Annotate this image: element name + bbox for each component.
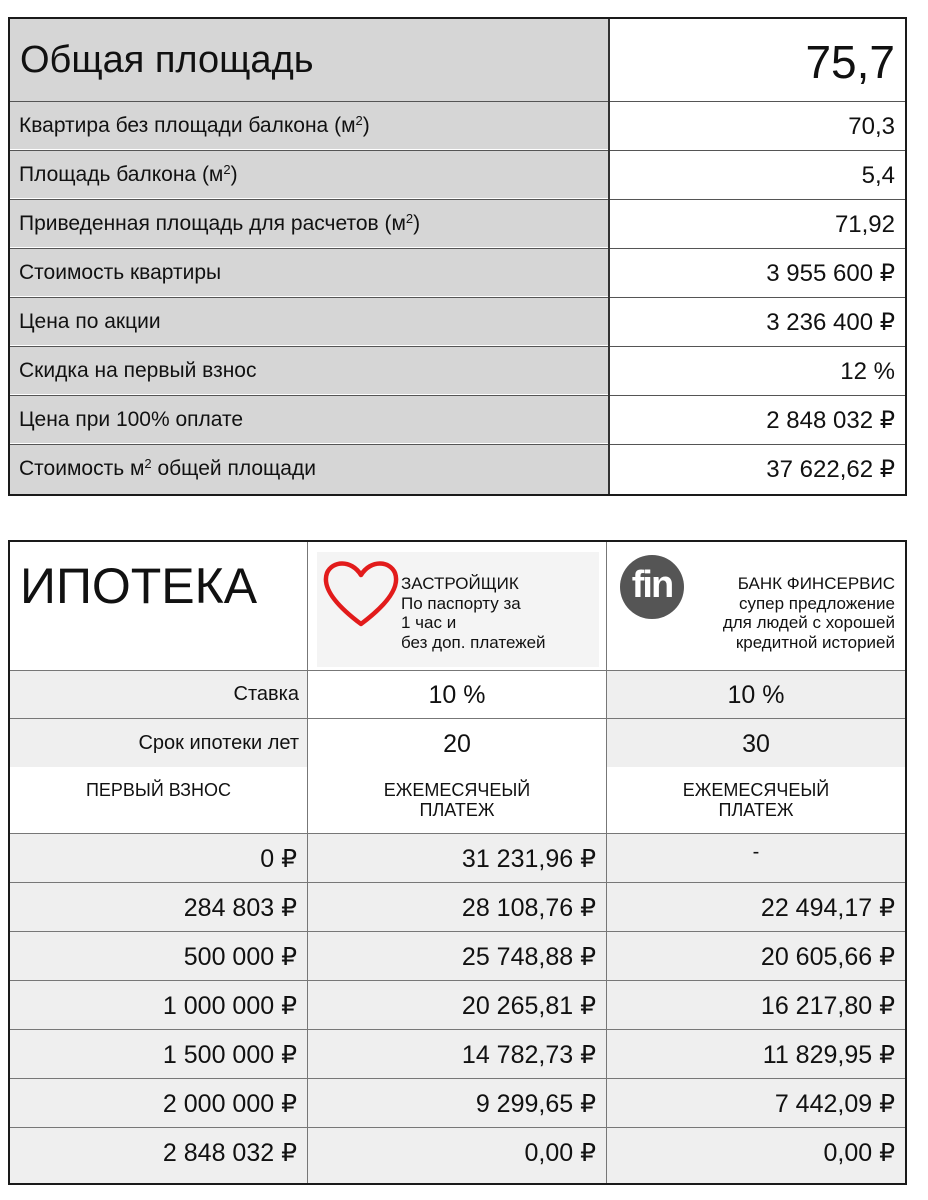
- area-row-value: 71,92: [610, 200, 905, 247]
- down-payment-cell: 1 000 000 ₽: [162, 992, 297, 1020]
- monthly-developer-cell: 31 231,96 ₽: [461, 845, 596, 873]
- developer-line: По паспорту за: [401, 593, 521, 613]
- area-row-value: 3 955 600 ₽: [610, 249, 905, 296]
- mortgage-title: ИПОТЕКА: [20, 558, 258, 614]
- down-payment-cell: 1 500 000 ₽: [162, 1041, 297, 1069]
- area-total-label: Общая площадь: [10, 19, 608, 101]
- monthly-developer-cell: 14 782,73 ₽: [461, 1041, 596, 1069]
- area-row-value: 12 %: [610, 347, 905, 394]
- monthly-developer-cell: 28 108,76 ₽: [461, 894, 596, 922]
- area-row-value: 2 848 032 ₽: [610, 396, 905, 443]
- col-monthly-developer: ЕЖЕМЕСЯЧЕЫЙ ПЛАТЕЖ: [383, 780, 531, 820]
- area-row-label: Квартира без площади балкона $(м^2)$: [10, 102, 608, 149]
- area-row-label: Площадь балкона $(м^2)$: [10, 151, 608, 198]
- developer-name: ЗАСТРОЙЩИК: [401, 574, 519, 593]
- rate-bank: 10 %: [607, 671, 905, 718]
- area-summary-table: [8, 17, 907, 496]
- monthly-developer-cell: 20 265,81 ₽: [461, 992, 596, 1020]
- area-row-label: Цена по акции: [10, 298, 608, 345]
- area-row-label: Стоимость $м^2$ общей площади: [10, 445, 608, 494]
- monthly-bank-cell: 11 829,95 ₽: [762, 1041, 895, 1069]
- down-payment-cell: 0 ₽: [260, 845, 297, 873]
- developer-line: без доп. платежей: [401, 632, 546, 652]
- term-bank: 30: [607, 719, 905, 767]
- monthly-bank-cell: 0,00 ₽: [823, 1139, 895, 1167]
- bank-line: кредитной историей: [735, 632, 895, 652]
- down-payment-cell: 2 848 032 ₽: [162, 1139, 297, 1167]
- area-row-label: Скидка на первый взнос: [10, 347, 608, 394]
- monthly-bank-cell: 7 442,09 ₽: [774, 1090, 895, 1118]
- bank-name: БАНК ФИНСЕРВИС: [737, 574, 895, 593]
- term-label: Срок ипотеки лет: [10, 719, 307, 767]
- area-row-label: Приведенная площадь для расчетов $(м^2)$: [10, 200, 608, 247]
- monthly-bank-cell: 16 217,80 ₽: [760, 992, 895, 1020]
- monthly-developer-cell: 9 299,65 ₽: [475, 1090, 596, 1118]
- area-row-value: 5,4: [610, 151, 905, 198]
- term-developer: 20: [443, 730, 471, 758]
- bank-line: супер предложение: [738, 593, 895, 613]
- monthly-developer-cell: 0,00 ₽: [524, 1139, 596, 1167]
- fin-logo-icon: fin: [620, 555, 684, 619]
- down-payment-cell: 500 000 ₽: [183, 943, 297, 971]
- developer-offer-text: [401, 574, 546, 652]
- bank-line: для людей с хорошей: [722, 613, 895, 632]
- area-row-value: 70,3: [610, 102, 905, 149]
- area-row-value: 3 236 400 ₽: [610, 298, 905, 345]
- rate-label: Ставка: [10, 671, 307, 718]
- heart-icon: [321, 558, 401, 630]
- monthly-bank-cell: -: [752, 841, 760, 863]
- col-monthly-bank: ЕЖЕМЕСЯЧЕЫЙ ПЛАТЕЖ: [682, 780, 830, 820]
- area-row-value: 37 622,62 ₽: [610, 445, 905, 494]
- col-down-payment: ПЕРВЫЙ ВЗНОС: [85, 780, 232, 800]
- rate-developer: 10 %: [428, 681, 486, 709]
- area-row-label: Цена при 100% оплате: [10, 396, 608, 443]
- monthly-bank-cell: 22 494,17 ₽: [760, 894, 895, 922]
- monthly-bank-cell: 20 605,66 ₽: [760, 943, 895, 971]
- mortgage-table: [8, 540, 907, 1185]
- area-total-value: 75,7: [610, 19, 905, 101]
- area-row-label: Стоимость квартиры: [10, 249, 608, 296]
- down-payment-cell: 284 803 ₽: [183, 894, 297, 922]
- bank-offer-text: [723, 574, 895, 652]
- monthly-developer-cell: 25 748,88 ₽: [461, 943, 596, 971]
- developer-line: 1 час и: [401, 613, 457, 632]
- down-payment-cell: 2 000 000 ₽: [162, 1090, 297, 1118]
